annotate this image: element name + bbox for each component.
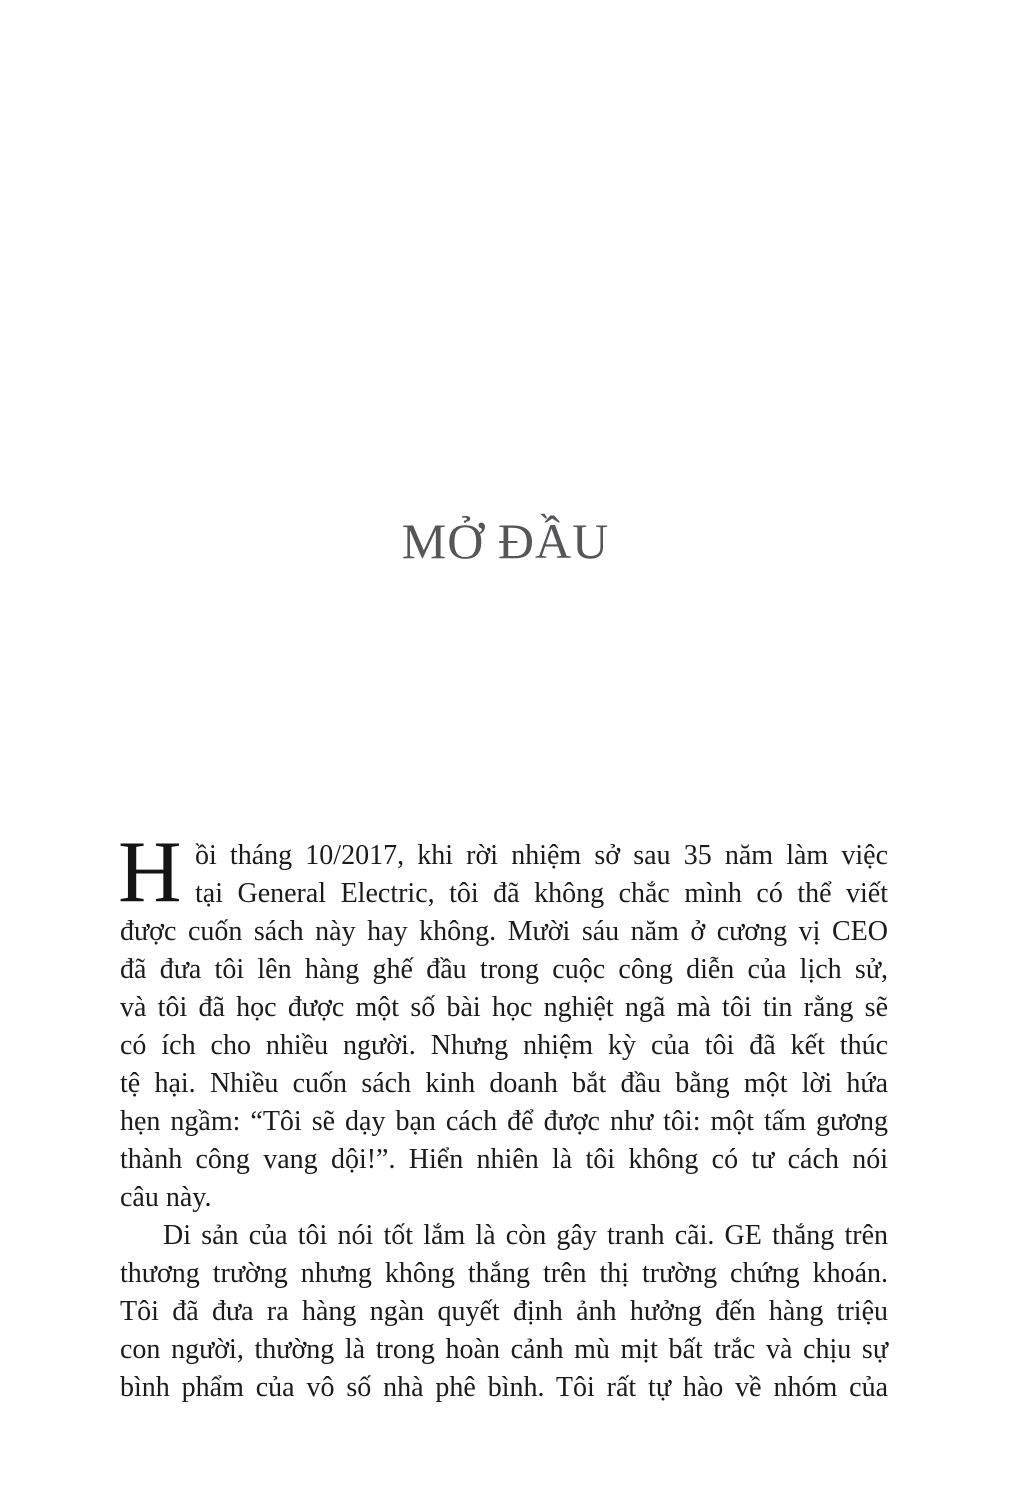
text-line: thương trường nhưng không thắng trên thị trường chứng khoán. — [120, 1258, 888, 1289]
chapter-title: MỞ ĐẦU — [401, 513, 610, 569]
text-line: Tôi đã đưa ra hàng ngàn quyết định ảnh hưởng đến hàng triệu — [120, 1296, 888, 1327]
text-line: tệ hại. Nhiều cuốn sách kinh doanh bắt đầu bằng một lời hứa — [120, 1068, 888, 1099]
text-line: tại General Electric, tôi đã không chắc mình có thể viết — [195, 878, 888, 909]
text-line: con người, thường là trong hoàn cảnh mù mịt bất trắc và chịu sự — [120, 1334, 888, 1365]
text-line: hẹn ngầm: “Tôi sẽ dạy bạn cách để được như tôi: một tấm gương — [120, 1106, 888, 1137]
paragraph — [120, 837, 888, 1217]
text-line: có ích cho nhiều người. Nhưng nhiệm kỳ của tôi đã kết thúc — [120, 1030, 888, 1061]
text-line: và tôi đã học được một số bài học nghiệt ngã mà tôi tin rằng sẽ — [120, 992, 888, 1023]
body-text-block — [120, 837, 888, 1407]
text-line: thành công vang dội!”. Hiển nhiên là tôi không có tư cách nói — [120, 1144, 888, 1175]
text-line: được cuốn sách này hay không. Mười sáu năm ở cương vị CEO — [120, 916, 888, 947]
text-line: Di sản của tôi nói tốt lắm là còn gây tranh cãi. GE thắng trên — [163, 1220, 888, 1251]
drop-cap-letter: H — [118, 824, 182, 921]
text-line: ồi tháng 10/2017, khi rời nhiệm sở sau 35 năm làm việc — [195, 840, 888, 871]
paragraph — [120, 1217, 888, 1407]
text-line: câu này. — [120, 1182, 212, 1213]
text-line: bình phẩm của vô số nhà phê bình. Tôi rất tự hào về nhóm của — [120, 1372, 888, 1403]
text-line: đã đưa tôi lên hàng ghế đầu trong cuộc công diễn của lịch sử, — [120, 954, 888, 985]
